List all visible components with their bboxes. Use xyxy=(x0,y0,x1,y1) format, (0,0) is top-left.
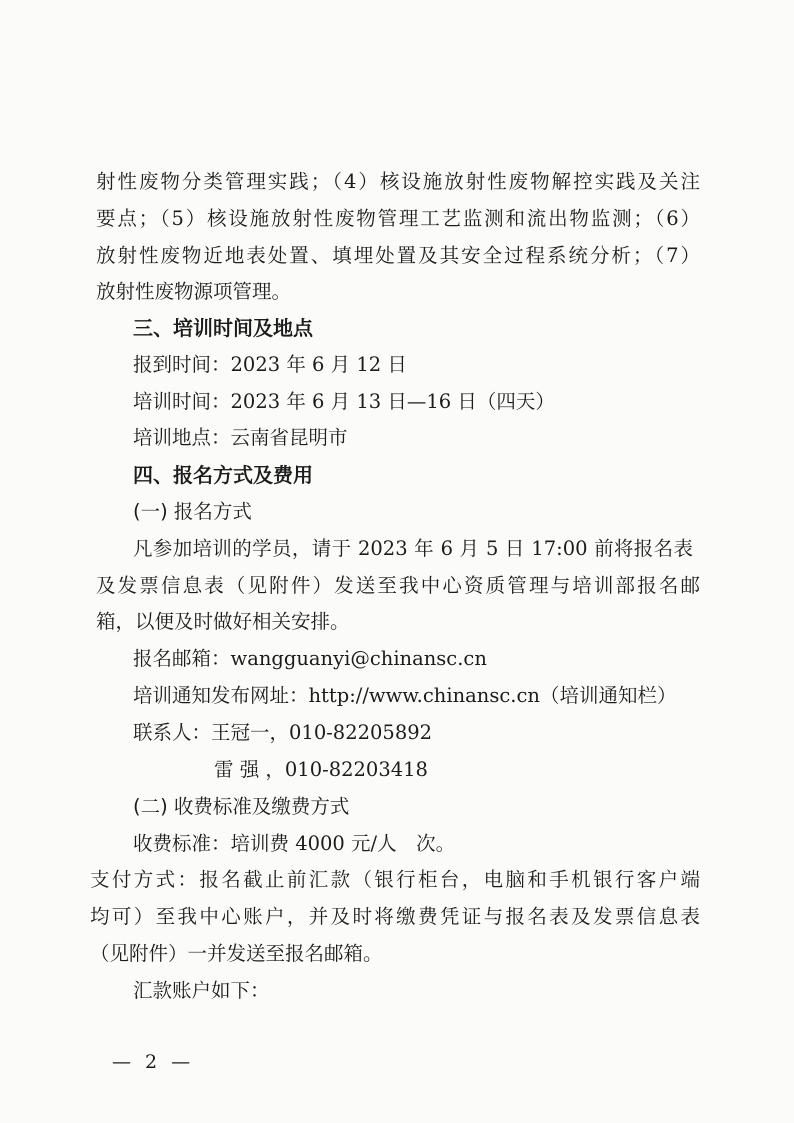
notice-website: 培训通知发布网址：http://www.chinansc.cn（培训通知栏） xyxy=(133,684,677,707)
signup-email: 报名邮箱：wangguanyi@chinansc.cn xyxy=(133,647,487,670)
fee-standard: 收费标准：培训费 4000 元/人 次。 xyxy=(133,832,456,855)
paragraph-line: 放射性废物源项管理。 xyxy=(96,280,292,303)
paragraph-line: 要点；（5）核设施放射性废物管理工艺监测和流出物监测；（6） xyxy=(96,207,700,230)
section-heading: 四、报名方式及费用 xyxy=(133,463,313,487)
contact-person-2: 雷 强 ，010-82203418 xyxy=(214,758,428,781)
section-heading: 三、培训时间及地点 xyxy=(133,316,313,340)
training-time: 培训时间：2023 年 6 月 13 日—16 日（四天） xyxy=(133,390,555,413)
remittance-account-label: 汇款账户如下： xyxy=(133,979,270,1002)
paragraph-line: 箱，以便及时做好相关安排。 xyxy=(96,610,350,633)
payment-line: （见附件）一并发送至报名邮箱。 xyxy=(90,942,383,965)
report-time: 报到时间：2023 年 6 月 12 日 xyxy=(133,353,407,376)
paragraph-line: 凡参加培训的学员，请于 2023 年 6 月 5 日 17:00 前将报名表 xyxy=(133,537,693,560)
paragraph-line: 射性废物分类管理实践；（4）核设施放射性废物解控实践及关注 xyxy=(96,170,700,193)
paragraph-line: 及发票信息表（见附件）发送至我中心资质管理与培训部报名邮 xyxy=(96,574,700,597)
page-number: — 2 — xyxy=(112,1051,195,1073)
subsection-heading: (一) 报名方式 xyxy=(133,500,252,523)
payment-line: 均可）至我中心账户，并及时将缴费凭证与报名表及发票信息表 xyxy=(90,905,700,928)
training-place: 培训地点：云南省昆明市 xyxy=(133,426,348,449)
contact-person-1: 联系人：王冠一，010-82205892 xyxy=(133,721,433,744)
payment-line: 支付方式：报名截止前汇款（银行柜台，电脑和手机银行客户端 xyxy=(90,868,700,891)
subsection-heading: (二) 收费标准及缴费方式 xyxy=(133,795,350,818)
paragraph-line: 放射性废物近地表处置、填埋处置及其安全过程系统分析；（7） xyxy=(96,244,700,267)
